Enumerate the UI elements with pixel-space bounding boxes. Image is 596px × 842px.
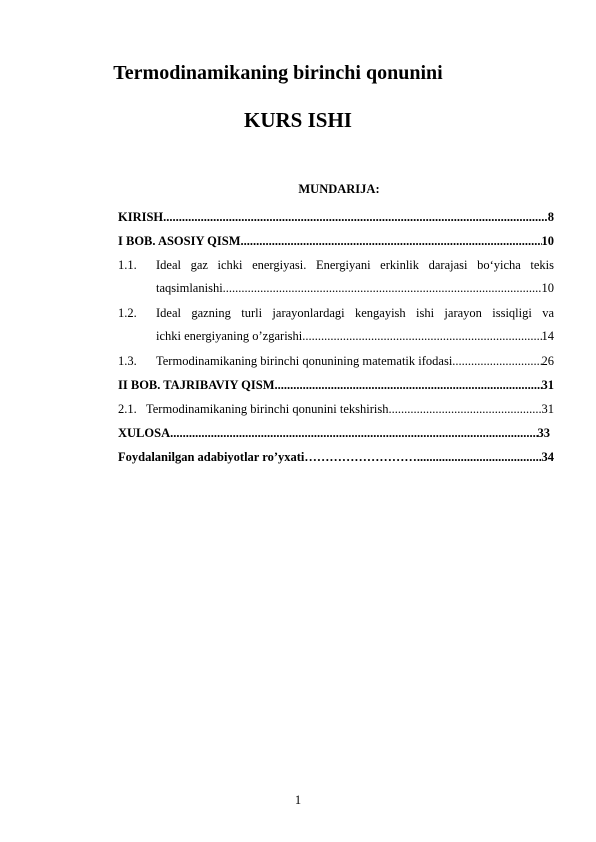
toc-entry-page: 8 — [547, 210, 554, 224]
toc-entry-label: XULOSA — [118, 426, 171, 440]
toc-entry-2-1[interactable] — [118, 400, 554, 418]
toc-entry-page: 26 — [541, 354, 554, 368]
toc-leader-dots — [223, 279, 542, 297]
toc-entry-1-2[interactable] — [118, 304, 554, 348]
toc-leader-dots — [163, 208, 548, 226]
toc-ellipsis-dots: ……………………… — [304, 450, 417, 464]
document-subtitle: KURS ISHI — [244, 108, 352, 132]
toc-entry-label: II BOB. TAJRIBAVIY QISM — [118, 378, 275, 392]
toc-entry-label: Foydalanilgan adabiyotlar ro’yxati — [118, 450, 305, 464]
toc-entry-label: I BOB. ASOSIY QISM — [118, 234, 241, 248]
toc-leader-dots — [241, 232, 542, 250]
toc-entry-page: 10 — [541, 234, 554, 248]
toc-entry-xulosa[interactable] — [118, 424, 550, 442]
toc-entry-line2: ichki energiyaning o’zgarishi — [156, 329, 303, 343]
toc-leader-dots — [452, 352, 541, 370]
toc-entry-label: Termodinamikaning birinchi qonunini tekshirish — [146, 402, 389, 416]
toc-entry-1-3[interactable] — [118, 352, 554, 370]
toc-entry-bob1[interactable] — [118, 232, 554, 250]
toc-leader-dots — [302, 327, 541, 345]
toc-entry-line1: Ideal gazning turli jarayonlardagi kengayish ishi jarayon issiqligi va — [156, 306, 554, 320]
toc-entry-number: 1.1. — [118, 258, 137, 272]
toc-entry-1-1[interactable] — [118, 256, 554, 300]
toc-entry-page: 31 — [541, 378, 554, 392]
toc-entry-page: 34 — [541, 450, 554, 464]
toc-leader-dots — [417, 448, 542, 466]
toc-leader-dots — [389, 400, 542, 418]
page-number: 1 — [294, 793, 302, 807]
toc-entry-number: 1.3. — [118, 354, 137, 368]
toc-heading: MUNDARIJA: — [298, 182, 380, 196]
toc-entry-number: 2.1. — [118, 402, 137, 416]
toc-entry-label: KIRISH — [118, 210, 164, 224]
toc-entry-adabiyot[interactable] — [118, 448, 554, 466]
toc-entry-page: 31 — [541, 402, 554, 416]
toc-entry-line2: taqsimlanishi — [156, 281, 223, 295]
toc-leader-dots — [275, 376, 542, 394]
toc-entry-kirish[interactable] — [118, 208, 554, 226]
toc-entry-page: 33 — [537, 426, 550, 440]
document-title: Termodinamikaning birinchi qonunini — [113, 62, 443, 84]
toc-entry-line1: Ideal gaz ichki energiyasi. Energiyani erkinlik darajasi bo‘yicha tekis — [156, 258, 554, 272]
toc-entry-page: 14 — [541, 329, 554, 343]
toc-entry-page: 10 — [541, 281, 554, 295]
toc-entry-number: 1.2. — [118, 306, 137, 320]
toc-entry-label: Termodinamikaning birinchi qonunining matematik ifodasi — [156, 354, 453, 368]
toc-leader-dots — [170, 424, 537, 442]
toc-entry-bob2[interactable] — [118, 376, 554, 394]
